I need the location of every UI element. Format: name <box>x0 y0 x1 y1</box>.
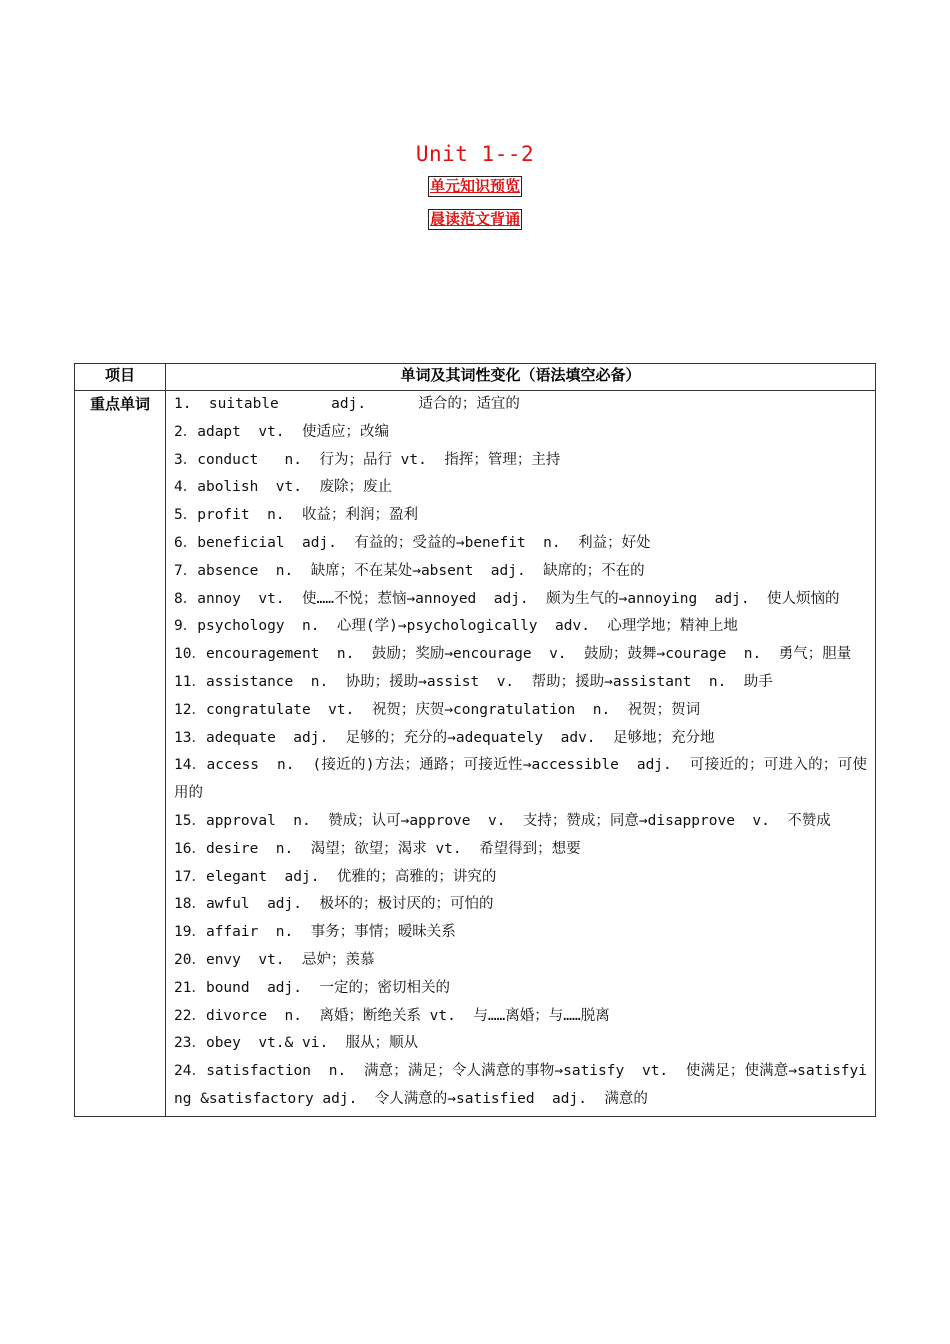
word-entry: 20．envy vt. 忌妒；羡慕 <box>174 951 375 968</box>
recitation-link-row <box>0 209 950 230</box>
word-entry: 21．bound adj. 一定的；密切相关的 <box>174 979 450 996</box>
table-header-row <box>75 364 876 391</box>
word-entry-list <box>174 391 867 1114</box>
word-entry: 8．annoy vt. 使……不悦；惹恼→annoyed adj. 颇为生气的→annoying adj. 使人烦恼的 <box>174 590 840 607</box>
vocabulary-table <box>74 363 876 1117</box>
unit-preview-link[interactable]: 单元知识预览 <box>429 177 520 195</box>
word-entry: 14．access n. (接近的)方法；通路；可接近性→accessible adj. 可接近的；可进入的；可使用的 <box>174 757 867 802</box>
word-entry: 23．obey vt.& vi. 服从；顺从 <box>174 1035 419 1052</box>
preview-link-row <box>0 176 950 197</box>
word-entry: 4．abolish vt. 废除；废止 <box>174 479 392 496</box>
word-entry: 2．adapt vt. 使适应；改编 <box>174 423 389 440</box>
word-entry: 11．assistance n. 协助；援助→assist v. 帮助；援助→assistant n. 助手 <box>174 673 773 690</box>
word-entry: 15．approval n. 赞成；认可→approve v. 支持；赞成；同意→disapprove v. 不赞成 <box>174 812 831 829</box>
word-entry: 16．desire n. 渴望；欲望；渴求 vt. 希望得到；想要 <box>174 840 581 857</box>
word-entry: 17．elegant adj. 优雅的；高雅的；讲究的 <box>174 868 497 885</box>
header-words: 单词及其词性变化（语法填空必备） <box>166 364 876 391</box>
header-item: 项目 <box>75 364 166 391</box>
word-entry: 1. suitable adj. 适合的；适宜的 <box>174 396 520 412</box>
word-entry: 10．encouragement n. 鼓励；奖励→encourage v. 鼓励；鼓舞→courage n. 勇气；胆量 <box>174 646 852 663</box>
word-list-cell <box>166 391 876 1117</box>
word-entry: 19．affair n. 事务；事情；暧昧关系 <box>174 924 456 941</box>
word-entry: 3．conduct n. 行为；品行 vt. 指挥；管理；主持 <box>174 451 561 468</box>
table-row <box>75 391 876 1117</box>
word-entry: 18．awful adj. 极坏的；极讨厌的；可怕的 <box>174 896 494 913</box>
word-entry: 24．satisfaction n. 满意；满足；令人满意的事物→satisfy vt. 使满足；使满意→satisfying &satisfactory adj. 令人满意的→satisfied adj. 满意的 <box>174 1063 867 1107</box>
word-entry: 12．congratulate vt. 祝贺；庆贺→congratulation n. 祝贺；贺词 <box>174 701 701 718</box>
word-entry: 5．profit n. 收益；利润；盈利 <box>174 507 418 524</box>
word-entry: 9．psychology n. 心理(学)→psychologically adv. 心理学地；精神上地 <box>174 618 738 635</box>
morning-reading-link[interactable]: 晨读范文背诵 <box>429 210 520 228</box>
category-cell: 重点单词 <box>75 391 166 1117</box>
word-entry: 13．adequate adj. 足够的；充分的→adequately adv. 足够地；充分地 <box>174 729 715 746</box>
word-entry: 7．absence n. 缺席；不在某处→absent adj. 缺席的；不在的 <box>174 562 645 579</box>
unit-title: Unit 1--2 <box>415 142 535 166</box>
word-entry: 6．beneficial adj. 有益的；受益的→benefit n. 利益；好处 <box>174 534 651 551</box>
word-entry: 22．divorce n. 离婚；断绝关系 vt. 与……离婚；与……脱离 <box>174 1007 610 1024</box>
